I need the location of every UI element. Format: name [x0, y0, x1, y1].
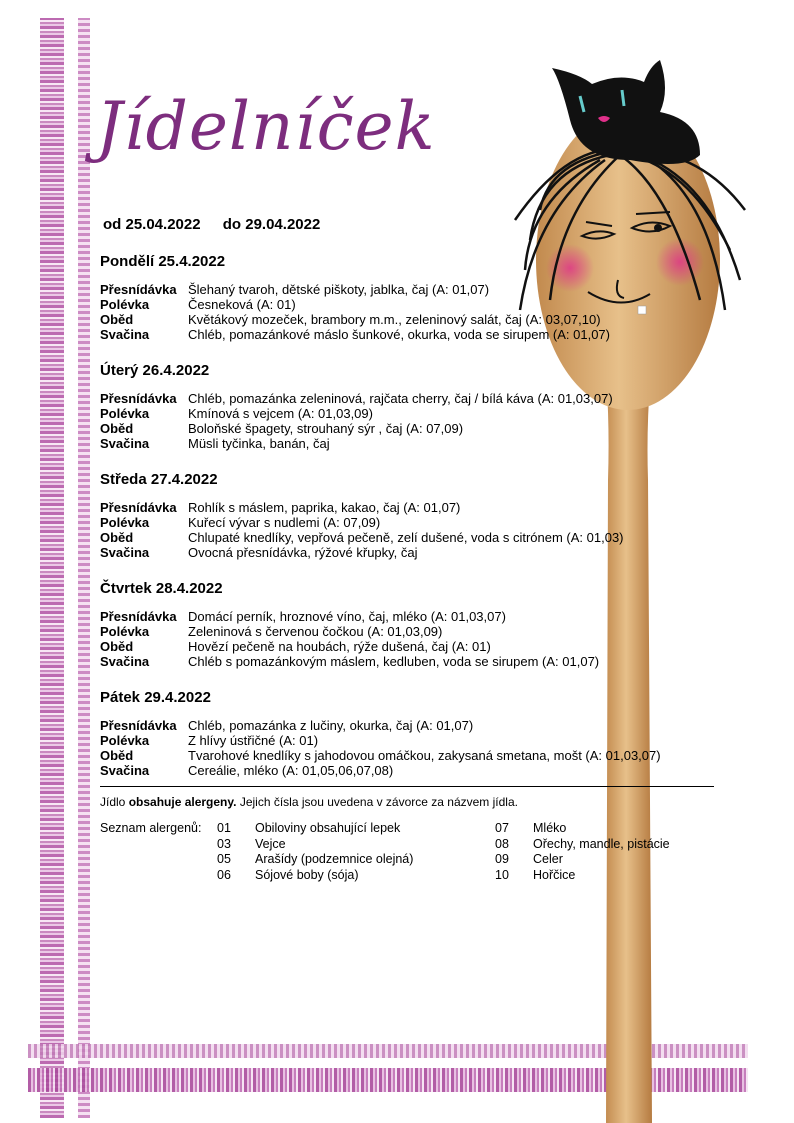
meal-row-soup	[100, 297, 720, 312]
meal-label: Přesnídávka	[100, 609, 177, 624]
note-prefix: Jídlo	[100, 795, 129, 809]
allergen-number: 10	[495, 867, 509, 882]
meal-text: Müsli tyčinka, banán, čaj	[188, 436, 330, 451]
meal-row-snack	[100, 545, 720, 560]
allergen-number: 06	[217, 867, 231, 882]
meal-label: Oběd	[100, 530, 134, 545]
menu-content	[100, 216, 720, 891]
allergen-item	[495, 868, 670, 884]
meal-text: Z hlívy ústřičné (A: 01)	[188, 733, 319, 748]
meal-row-soup	[100, 624, 720, 639]
allergen-item	[495, 837, 670, 853]
meal-row-snack	[100, 763, 720, 778]
allergen-name: Ořechy, mandle, pistácie	[533, 836, 670, 851]
meal-text: Kuřecí vývar s nudlemi (A: 07,09)	[188, 515, 381, 530]
meal-row-lunch	[100, 312, 720, 327]
note-suffix: Jejich čísla jsou uvedena v závorce za názvem jídla.	[236, 795, 518, 809]
allergen-number: 09	[495, 852, 509, 866]
allergen-item	[495, 821, 670, 837]
page-title: Jídelníček	[96, 88, 436, 165]
day-title: Pátek 29.4.2022	[100, 689, 211, 706]
date-range	[103, 216, 720, 233]
allergen-list-label: Seznam alergenů:	[100, 821, 202, 835]
meal-row-lunch	[100, 421, 720, 436]
meal-label: Oběd	[100, 421, 134, 436]
allergen-name: Hořčice	[533, 867, 576, 882]
meal-label: Polévka	[100, 733, 150, 748]
allergen-list	[100, 821, 720, 891]
meal-row-breakfast	[100, 391, 720, 406]
meal-row-snack	[100, 436, 720, 451]
day-block	[100, 471, 720, 560]
allergen-name: Celer	[533, 852, 563, 866]
day-title: Pondělí 25.4.2022	[100, 253, 226, 270]
ribbon-vertical-right	[78, 18, 90, 1118]
meal-text: Kmínová s vejcem (A: 01,03,09)	[188, 406, 373, 421]
allergen-name: Arašídy (podzemnice olejná)	[255, 852, 414, 866]
allergen-name: Sójové boby (sója)	[255, 867, 359, 882]
date-from: od 25.04.2022	[103, 216, 201, 233]
allergen-item	[495, 852, 670, 868]
meal-label: Přesnídávka	[100, 391, 177, 406]
allergen-item	[217, 852, 413, 868]
meal-text: Hovězí pečeně na houbách, rýže dušená, čaj (A: 01)	[188, 639, 491, 654]
allergen-number: 07	[495, 821, 509, 835]
allergen-column-1	[217, 821, 413, 883]
meal-row-lunch	[100, 639, 720, 654]
meal-row-soup	[100, 406, 720, 421]
allergen-note	[100, 795, 720, 809]
meal-text: Chléb, pomazánka z lučiny, okurka, čaj (A: 01,07)	[188, 718, 474, 733]
allergen-column-2	[495, 821, 670, 883]
meal-label: Oběd	[100, 639, 134, 654]
meal-row-breakfast	[100, 609, 720, 624]
note-bold: obsahuje alergeny.	[128, 795, 237, 809]
meal-text: Ovocná přesnídávka, rýžové křupky, čaj	[188, 545, 418, 560]
meal-row-lunch	[100, 748, 720, 763]
meal-label: Svačina	[100, 654, 150, 669]
meal-row-breakfast	[100, 500, 720, 515]
meal-label: Svačina	[100, 327, 150, 342]
meal-label: Polévka	[100, 406, 150, 421]
day-title: Středa 27.4.2022	[100, 471, 218, 488]
meal-label: Svačina	[100, 436, 150, 451]
allergen-name: Obiloviny obsahující lepek	[255, 821, 401, 835]
allergen-number: 05	[217, 852, 231, 866]
meal-text: Tvarohové knedlíky s jahodovou omáčkou, zakysaná smetana, mošt (A: 01,03,07)	[188, 748, 661, 763]
meal-label: Přesnídávka	[100, 718, 177, 733]
meal-text: Rohlík s máslem, paprika, kakao, čaj (A: 01,07)	[188, 500, 461, 515]
meal-row-breakfast	[100, 718, 720, 733]
meal-text: Květákový mozeček, brambory m.m., zeleninový salát, čaj (A: 03,07,10)	[188, 312, 601, 327]
meal-label: Přesnídávka	[100, 500, 177, 515]
meal-text: Chléb s pomazánkovým máslem, kedluben, voda se sirupem (A: 01,07)	[188, 654, 600, 669]
meal-label: Polévka	[100, 297, 150, 312]
day-title: Úterý 26.4.2022	[100, 362, 210, 379]
allergen-name: Vejce	[255, 836, 286, 851]
meal-label: Oběd	[100, 748, 134, 763]
meal-text: Chléb, pomazánkové máslo šunkové, okurka, voda se sirupem (A: 01,07)	[188, 327, 610, 342]
allergen-item	[217, 868, 413, 884]
meal-label: Svačina	[100, 763, 150, 778]
meal-row-soup	[100, 515, 720, 530]
meal-text: Boloňské špagety, strouhaný sýr , čaj (A: 07,09)	[188, 421, 464, 436]
ribbon-vertical-left	[40, 18, 64, 1118]
meal-text: Zeleninová s červenou čočkou (A: 01,03,09)	[188, 624, 443, 639]
day-title: Čtvrtek 28.4.2022	[100, 580, 223, 597]
meal-text: Chlupaté knedlíky, vepřová pečeně, zelí dušené, voda s citrónem (A: 01,03)	[188, 530, 624, 545]
date-to: do 29.04.2022	[222, 216, 321, 233]
meal-row-snack	[100, 654, 720, 669]
meal-row-snack	[100, 327, 720, 342]
day-block	[100, 362, 720, 451]
day-block	[100, 253, 720, 342]
allergen-item	[217, 821, 413, 837]
meal-label: Oběd	[100, 312, 134, 327]
meal-label: Polévka	[100, 515, 150, 530]
allergen-item	[217, 837, 413, 853]
meal-text: Šlehaný tvaroh, dětské piškoty, jablka, čaj (A: 01,07)	[188, 282, 490, 297]
meal-text: Česneková (A: 01)	[188, 297, 296, 312]
meal-label: Polévka	[100, 624, 150, 639]
meal-text: Cereálie, mléko (A: 01,05,06,07,08)	[188, 763, 394, 778]
meal-row-soup	[100, 733, 720, 748]
meal-text: Domácí perník, hroznové víno, čaj, mléko (A: 01,03,07)	[188, 609, 506, 624]
allergen-number: 01	[217, 821, 231, 835]
day-block	[100, 689, 720, 778]
meal-row-breakfast	[100, 282, 720, 297]
meal-label: Přesnídávka	[100, 282, 177, 297]
allergen-name: Mléko	[533, 821, 567, 835]
meal-text: Chléb, pomazánka zeleninová, rajčata cherry, čaj / bílá káva (A: 01,03,07)	[188, 391, 613, 406]
day-block	[100, 580, 720, 669]
allergen-number: 08	[495, 836, 509, 851]
divider	[100, 786, 714, 787]
meal-label: Svačina	[100, 545, 150, 560]
meal-row-lunch	[100, 530, 720, 545]
allergen-number: 03	[217, 836, 231, 851]
